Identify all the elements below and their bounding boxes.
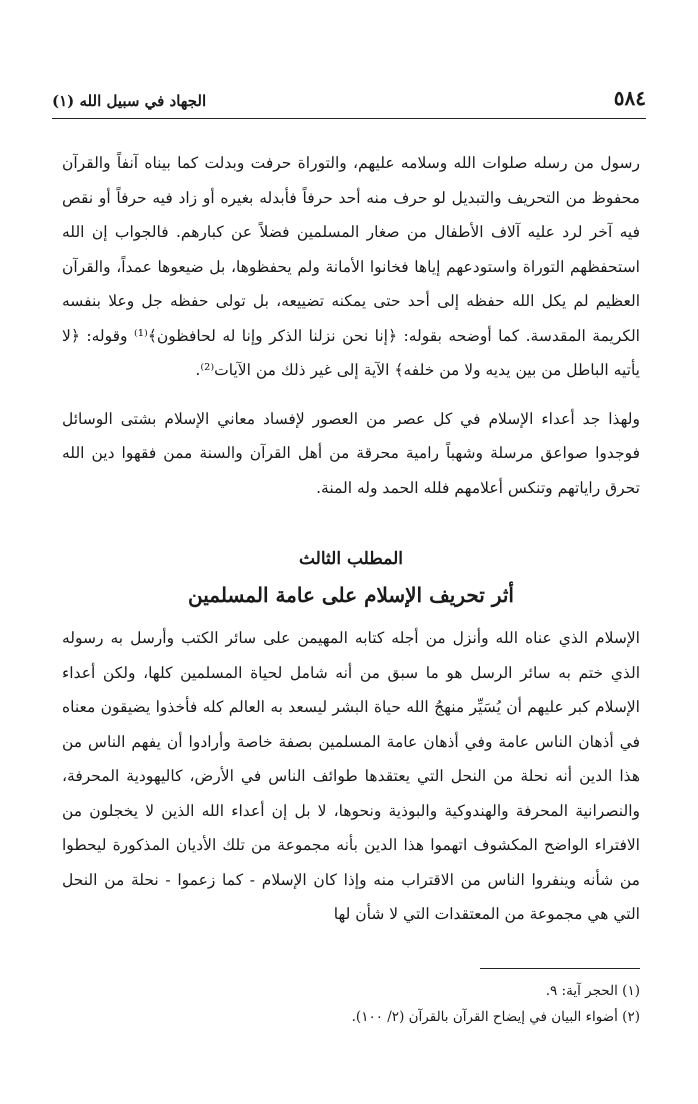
running-title: الجهاد في سبيل الله (١) <box>52 92 207 110</box>
section-label: المطلب الثالث <box>298 549 403 569</box>
footnote-1: (١) الحجر آية: ٩. <box>545 983 640 999</box>
footnotes <box>62 978 640 1030</box>
section-title: أثر تحريف الإسلام على عامة المسلمين <box>188 583 514 607</box>
section-paragraph: الإسلام الذي عناه الله وأنزل من أجله كتابه المهيمن على سائر الكتب وأرسل به رسوله الذي ختم به سائر الرسل هو ما سبق من أنه شامل لحياة المسلمين كلها، ولكن أعداء الإسلام كبر عليهم أن يُسَيِّر منهجُ الله حياة البشر ليسعد به العالم كله فأخذوا يضيقون معناه في أذهان الناس عامة وفي أذهان عامة المسلمين بصفة خاصة وأرادوا أن يفهم الناس من هذا الدين أنه نحلة من النحل التي يعتقدها طوائف الناس في الأرض، كاليهودية المحرفة، والنصرانية المحرفة والهندوكية والبوذية ونحوها، لا بل إن أعداء الله الذين لا يخجلون من الافتراء الواضح المكشوف اتهموا هذا الدين بأنه مجموعة من تلك الأديان المذكورة ليحطوا من شأنه وينفروا الناس من الاقتراب منه وإذا كان الإسلام - كما زعموا - نحلة من النحل التي هي مجموعة من المعتقدات التي لا شأن لها <box>62 629 640 923</box>
page-number: ٥٨٤ <box>613 86 646 110</box>
body-paragraph-1: رسول من رسله صلوات الله وسلامه عليهم، والتوراة حرفت وبدلت كما بيناه آنفاً والقرآن محفوظ من التحريف والتبديل لو حرف منه أحد حرفاً فأبدله بغيره أو زاد فيه حرفاً أو نقص فيه آخر لرد عليه آلاف الأطفال من صغار المسلمين فضلاً عن كبارهم. فالجواب إن الله استحفظهم التوراة واستودعهم إياها فخانوا الأمانة ولم يحفظوها، بل ضيعوها عمداً، والقرآن العظيم لم يكل الله حفظه إلى أحد حتى يمكنه تضييعه، بل تولى حفظه جل وعلا بنفسه الكريمة المقدسة. كما أوضحه بقوله: ﴿إنا نحن نزلنا الذكر وإنا له لحافظون﴾⁽¹⁾ وقوله: ﴿لا يأتيه الباطل من بين يديه ولا من خلفه﴾ الآية إلى غير ذلك من الآيات⁽²⁾. <box>62 154 640 379</box>
section-heading <box>62 541 640 613</box>
body-paragraph-2: ولهذا جد أعداء الإسلام في كل عصر من العصور لإفساد معاني الإسلام بشتى الوسائل فوجدوا صواعق مرسلة وشهباً رامية محرقة من أهل القرآن والسنة ممن فقهوا دين الله تحرق راياتهم وتنكس أعلامهم فلله الحمد وله المنة. <box>62 409 640 497</box>
page-header <box>52 86 646 110</box>
footnote-2: (٢) أضواء البيان في إيضاح القرآن بالقرآن (٢/ ١٠٠). <box>351 1009 640 1025</box>
header-rule <box>52 118 646 119</box>
footnote-rule <box>480 968 640 969</box>
page-body <box>62 146 640 932</box>
